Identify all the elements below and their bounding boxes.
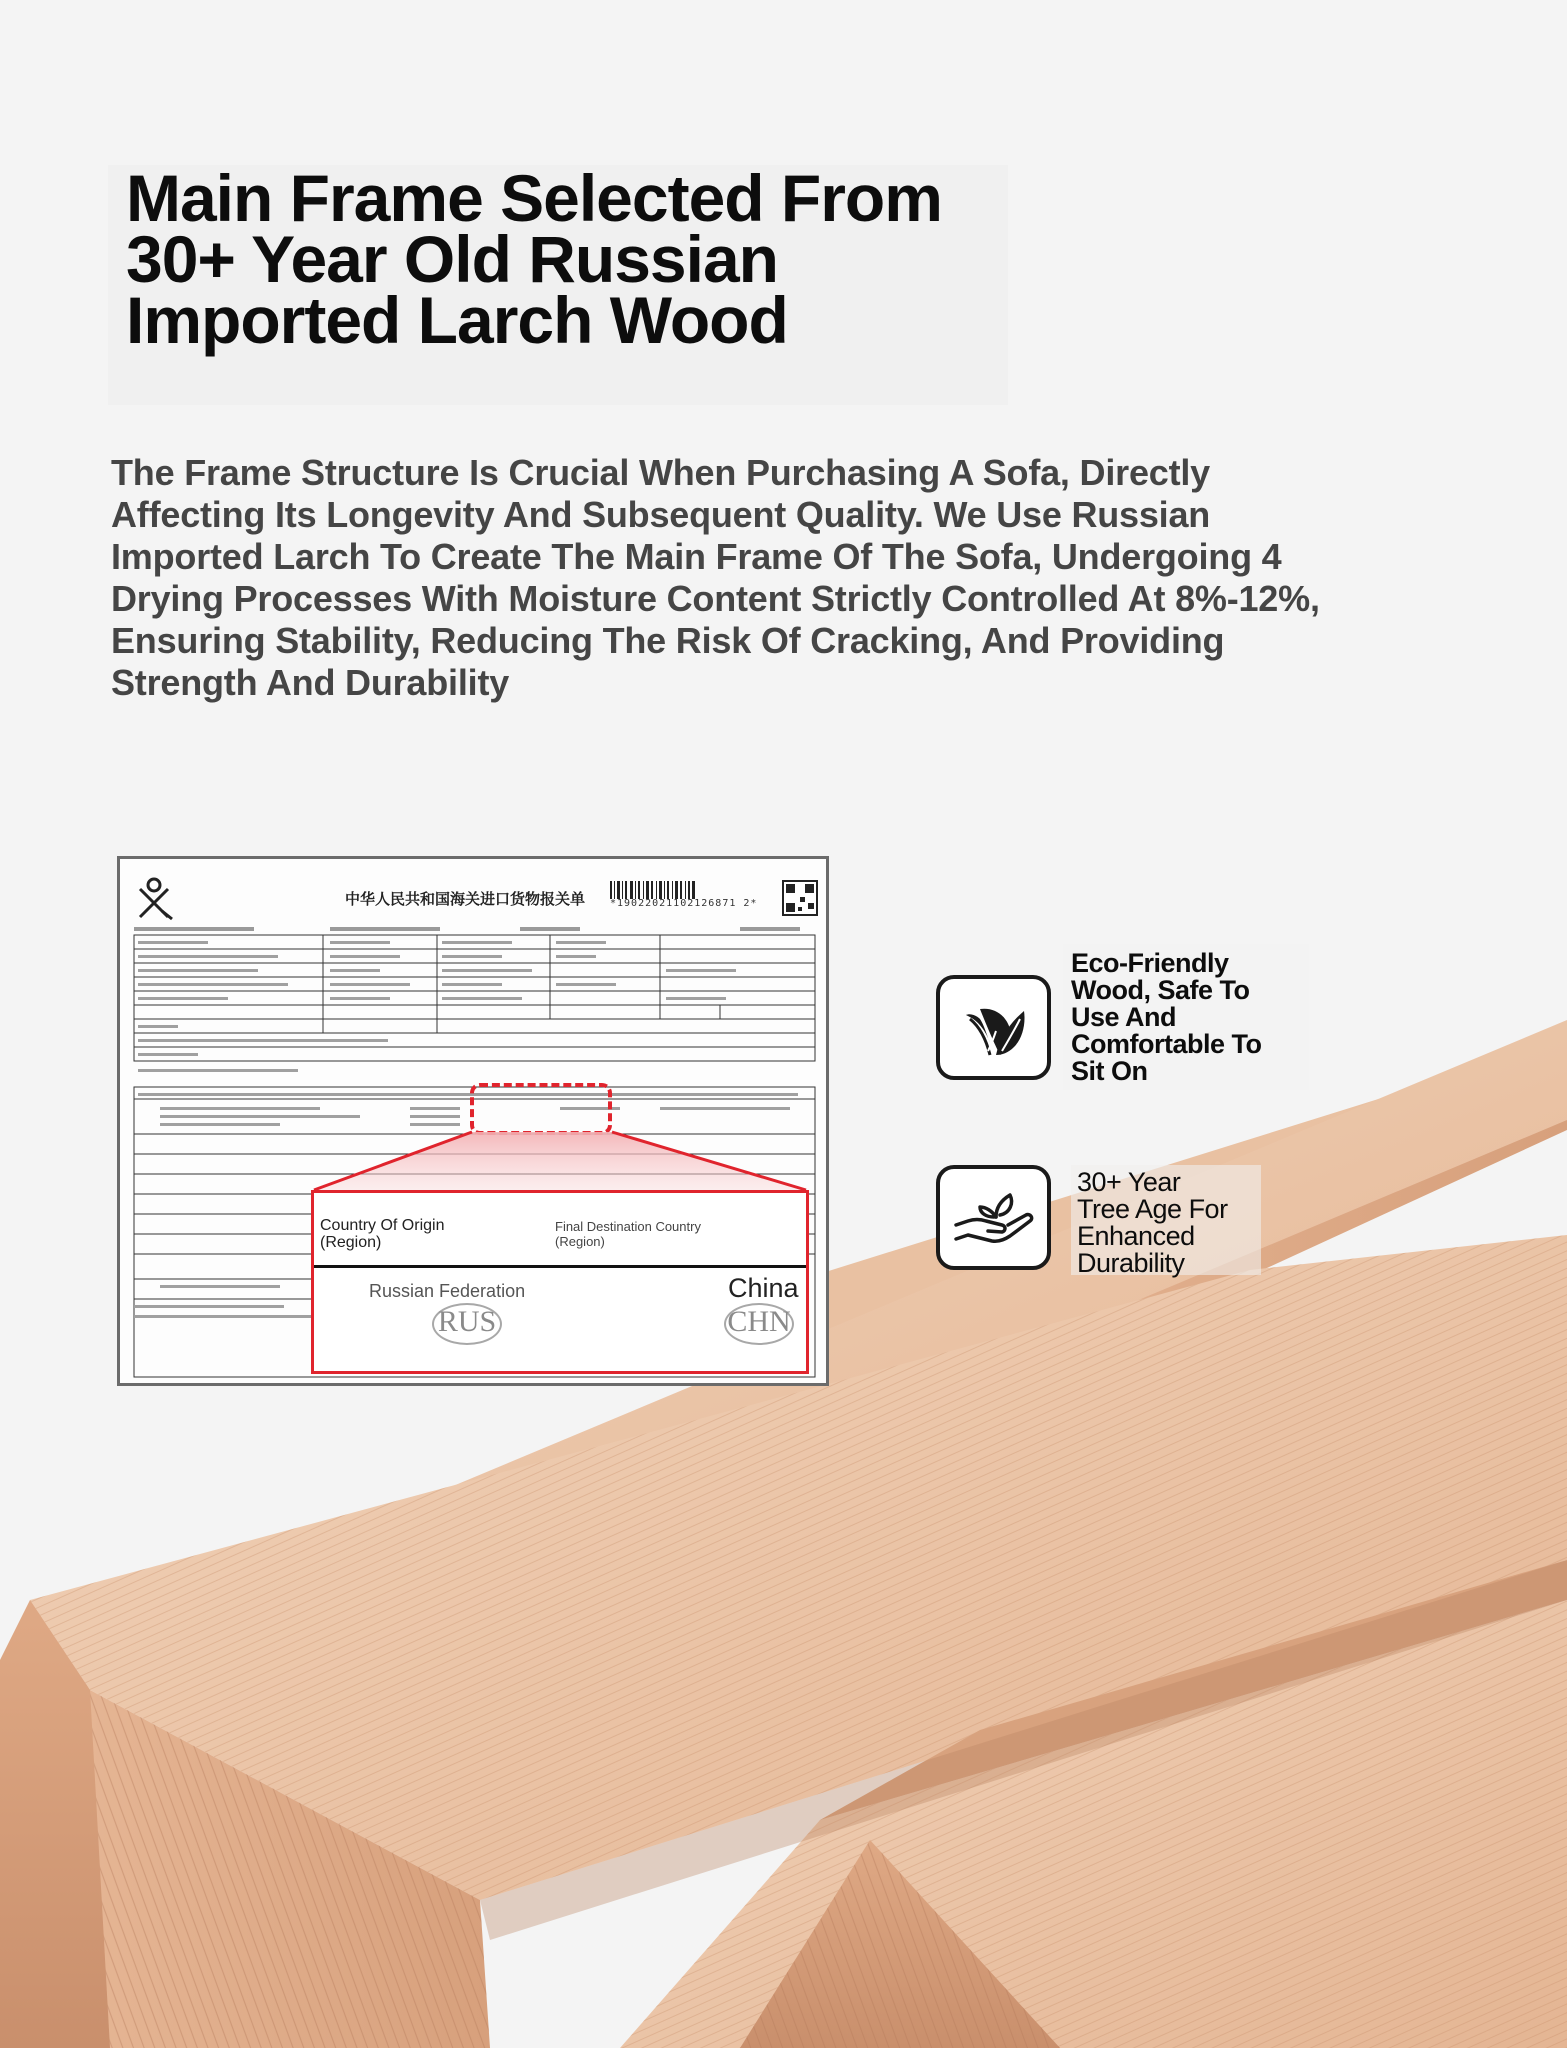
feature-line: Sit On <box>1071 1056 1148 1086</box>
description-line: Affecting Its Longevity And Subsequent Quality. We Use Russian <box>111 494 1211 535</box>
origin-value: Russian Federation <box>369 1281 526 1301</box>
page-title <box>110 161 1026 357</box>
feature-line: Durability <box>1077 1248 1185 1278</box>
description-line: Drying Processes With Moisture Content Strictly Controlled At 8%-12%, <box>111 578 1320 619</box>
origin-stamp: RUS <box>432 1303 502 1345</box>
origin-label-line: Country Of Origin <box>320 1217 445 1234</box>
description-line: Strength And Durability <box>111 662 510 703</box>
page-title-line: Main Frame Selected From <box>126 161 942 235</box>
qr-code-icon <box>783 881 817 915</box>
leaf-icon <box>936 975 1051 1080</box>
feature-line: Enhanced <box>1077 1221 1195 1251</box>
feature-line: Wood, Safe To <box>1071 975 1250 1005</box>
description-paragraph <box>111 452 1411 704</box>
destination-label <box>555 1219 701 1249</box>
page-title-line: Imported Larch Wood <box>126 283 788 357</box>
description-line: Imported Larch To Create The Main Frame Of The Sofa, Undergoing 4 <box>111 536 1282 577</box>
destination-label-line: Final Destination Country <box>555 1219 701 1234</box>
feature-tree-age <box>1077 1169 1228 1277</box>
origin-label-line: (Region) <box>320 1234 382 1251</box>
origin-label <box>320 1217 444 1251</box>
destination-value: China <box>728 1273 799 1303</box>
origin-column-highlight <box>470 1083 612 1135</box>
description-line: Ensuring Stability, Reducing The Risk Of Cracking, And Providing <box>111 620 1225 661</box>
destination-stamp: CHN <box>724 1303 794 1345</box>
feature-eco-friendly <box>1071 950 1262 1085</box>
barcode-number: *19022021102126871 2* <box>610 898 758 909</box>
feature-line: 30+ Year <box>1077 1167 1181 1197</box>
feature-line: Use And <box>1071 1002 1177 1032</box>
destination-label-line: (Region) <box>555 1234 605 1249</box>
description-line: The Frame Structure Is Crucial When Purchasing A Sofa, Directly <box>111 452 1211 493</box>
feature-line: Comfortable To <box>1071 1029 1262 1059</box>
feature-line: Tree Age For <box>1077 1194 1228 1224</box>
barcode-icon <box>610 881 695 899</box>
page-title-line: 30+ Year Old Russian <box>126 222 778 296</box>
document-title: 中华人民共和国海关进口货物报关单 <box>345 890 586 908</box>
feature-line: Eco-Friendly <box>1071 948 1229 978</box>
origin-zoom-panel <box>311 1190 809 1374</box>
hand-sprout-icon <box>936 1165 1051 1270</box>
customs-emblem-icon <box>140 879 172 919</box>
zoom-divider <box>314 1265 806 1268</box>
